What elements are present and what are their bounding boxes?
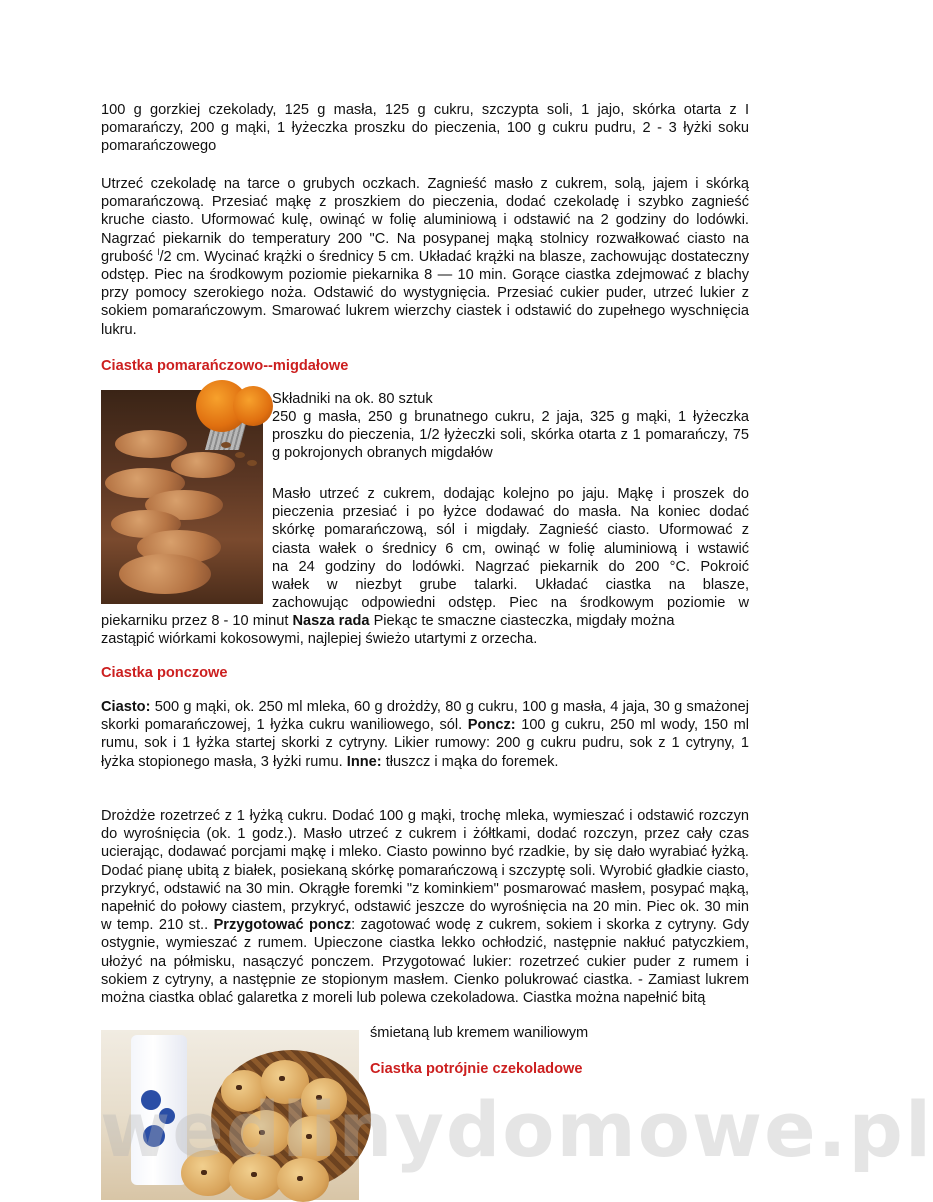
cookie-illustration-7 bbox=[119, 554, 211, 594]
intro-method-cont: /2 cm. Wycinać krążki o średnicy 5 cm. Układać krążki na blasze, zachowując dostateczny odstęp. Piec na środkowym poziomie piekarnika 8 — 10 min. Gorące ciastka zdejmować z blachy przy pomocy szerokiego noża. Odstawić do wystygnięcia. Przesiać cukier puder, utrzeć lukier z sokiem pomarańczowym. Smarować lukrem wierzchy ciastek i odstawić do zupełnego wyschnięcia lukru. bbox=[101, 248, 750, 338]
intro-method bbox=[101, 175, 749, 339]
almond-illustration bbox=[221, 442, 231, 448]
recipe2-method-line: wałek w niezbyt grube talarki. Układać ciastka na blasze, bbox=[272, 577, 749, 594]
cookie-illustration bbox=[115, 430, 187, 458]
chocolate-chip bbox=[279, 1076, 285, 1081]
recipe2-method-line: ciasta wałek o średnicy 6 cm, owinąć w folię aluminiową i wstawić bbox=[272, 540, 749, 557]
recipe2-method-tail bbox=[101, 612, 749, 648]
recipe4-title: Ciastka potrójnie czekoladowe bbox=[370, 1061, 583, 1077]
recipe2-method-line: skórkę pomarańczową, sól i migdały. Zagnieść ciasto. Uformować z bbox=[272, 522, 749, 539]
recipe2-ingredients-text: 250 g masła, 250 g brunatnego cukru, 2 jaja, 325 g mąki, 1 łyżeczka proszku do pieczenia, 1/2 łyżeczki soli, skórka otarta z 1 pomarańczy, 75 g pokrojonych obranych migdałów bbox=[272, 409, 749, 462]
label-ciasto: Ciasto: bbox=[101, 699, 151, 715]
intro-ingredients bbox=[101, 101, 749, 156]
recipe3-ingredients bbox=[101, 698, 749, 771]
label-poncz: Poncz: bbox=[467, 717, 516, 734]
intro-ingredients-text: 100 g gorzkiej czekolady, 125 g masła, 125 g cukru, szczypta soli, 1 jajo, skórka otarta z I pomarańczy, 200 g mąki, 1 łyżeczka proszku do pieczenia, 100 g cukru pudru, 2 - 3 łyżki soku pomarańczowego bbox=[101, 102, 749, 155]
recipe3-method bbox=[101, 807, 749, 1007]
recipe2-tail-text-2: Piekąc te smaczne ciasteczka, migdały można bbox=[373, 613, 675, 629]
fraction-superscript: l bbox=[157, 246, 160, 257]
recipe3-method-cont: : zagotować wodę z cukrem, sokiem i skorka z cytryny. Gdy ostygnie, wymieszać z rumem. Upieczone ciastka lekko ochłodzić, następnie nakłuć patyczkiem, ułożyć na półmisku, nasączyć ponczem. Przygotować lukier: rozetrzeć cukier puder z rumem i sokiem z cytryny, a następnie ze stopionym masłem. Cienko polukrować ciastka. - Zamiast lukrem można ciastka oblać galaretka z moreli lub polewa czekoladowa. Ciastka można napełnić bitą bbox=[101, 917, 749, 1007]
recipe2-tail-text-3: zastąpić wiórkami kokosowymi, najlepiej świeżo utartymi z orzecha. bbox=[101, 631, 538, 648]
chocolate-chip bbox=[297, 1176, 303, 1181]
label-inne: Inne: bbox=[346, 753, 382, 770]
watermark: wedlinydomowe.pl bbox=[100, 1085, 933, 1174]
tip-label: Nasza rada bbox=[292, 613, 370, 629]
ciasto-text: 500 g mąki, ok. 250 ml mleka, 60 g drożdży, 80 g cukru, 100 g masła, 4 jaja, 30 g smażonej skorki pomarańczowej, 1 łyżka cukru waniliowego, sól. bbox=[101, 699, 749, 734]
cookie-illustration-2 bbox=[171, 452, 235, 478]
recipe2-title: Ciastka pomarańczowo--migdałowe bbox=[101, 358, 349, 374]
recipe2-yield: Składniki na ok. 80 sztuk bbox=[272, 391, 433, 407]
recipe2-method-line: zachowując odpowiedni odstęp. Piec na środkowym poziomie w bbox=[272, 595, 749, 612]
label-przygotowac: Przygotować poncz bbox=[213, 917, 352, 934]
poncz-text: 100 g cukru, 250 ml wody, 150 ml rumu, sok i 1 łyżka startej skorki z cytryny. Likier rumowy: 200 g cukru pudru, sok z 1 cytryny, 1 łyżka stopionego masła, 3 łyżki rumu. bbox=[101, 717, 750, 770]
recipe2-ingredients bbox=[272, 408, 749, 463]
recipe2-tail-text: piekarniku przez 8 - 10 minut bbox=[101, 613, 289, 629]
recipe2-method-line: na 24 godziny do lodówki. Nagrzać piekarnik do 200 °C. Pokroić bbox=[272, 558, 749, 575]
recipe2-method-line: Masło utrzeć z cukrem, dodając kolejno po jaju. Mąkę i proszek do bbox=[272, 486, 749, 502]
recipe3-method-text: Drożdże rozetrzeć z 1 łyżką cukru. Dodać 100 g mąki, trochę mleka, wymieszać i odstawić rozczyn do wyrośnięcia (ok. 1 godz.). Masło utrzeć z cukrem i żółtkami, dodać rozczyn, przez cały czas ucierając, dodawać porcjami mąkę i mleko. Ciasto powinno być rzadkie, by się dało wyrabiać łyżką. Dodać pianę ubitą z białek, posiekaną skórkę pomarańczową i szczyptę soli. Wyrobić gładkie ciasto, przykryć, odstawić na 30 min. Okrągłe foremki "z kominkiem" posmarować masłem, posypać mąką, napełnić do połowy ciastem, przykryć, odstawić jeszcze do wyrośnięcia na 20 min. Piec ok. 30 min w temp. 210 st.. bbox=[101, 808, 749, 934]
almond-illustration-3 bbox=[247, 460, 257, 466]
recipe3-method-end: śmietaną lub kremem waniliowym bbox=[370, 1025, 589, 1041]
inne-text: tłuszcz i mąka do foremek. bbox=[385, 753, 559, 770]
recipe3-title: Ciastka ponczowe bbox=[101, 665, 228, 681]
intro-method-text: Utrzeć czekoladę na tarce o grubych oczkach. Zagnieść masło z cukrem, solą, jajem i skórką pomarańczową. Przesiać mąkę z proszkiem do pieczenia, dodać czekoladę i szybko zagnieść kruche ciasto. Uformować kulę, owinąć w folię aluminiową i odstawić na 2 godziny do lodówki. Nagrzać piekarnik do temperatury 200 "C. Na posypanej mąką stolnicy rozwałkować ciasto na grubość bbox=[101, 176, 749, 265]
recipe2-method-line: pieczenia przesiać i po łyżce dodawać do masła. Na koniec dodać bbox=[272, 504, 749, 521]
recipe2-method bbox=[272, 485, 749, 612]
orange-illustration-2 bbox=[233, 386, 273, 426]
almond-illustration-2 bbox=[235, 452, 245, 458]
orange-almond-cookies-photo bbox=[101, 390, 263, 604]
